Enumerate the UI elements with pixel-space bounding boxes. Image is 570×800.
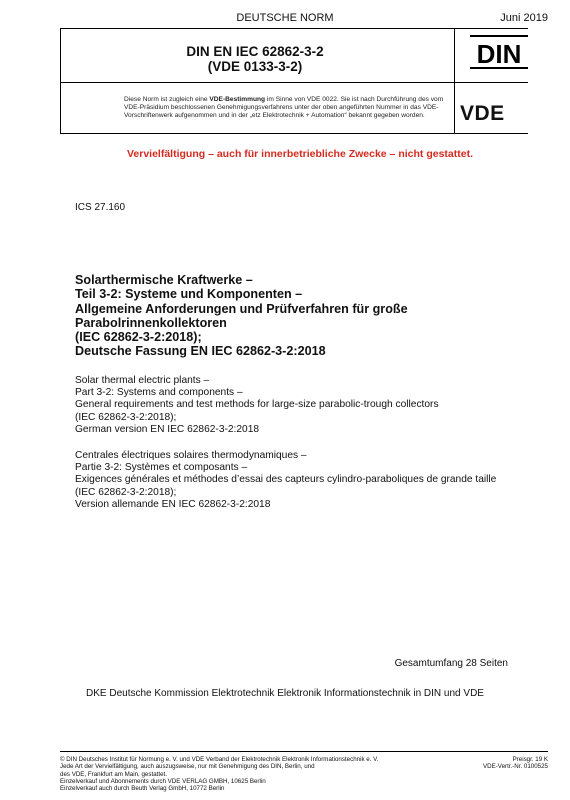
vde-notice-bold: VDE-Bestimmung bbox=[209, 96, 266, 103]
title-german-line: Parabolrinnenkollektoren bbox=[75, 315, 227, 330]
vde-logo: VDE bbox=[460, 102, 505, 125]
sales-line: Einzelverkauf und Abonnements durch VDE VERLAG GMBH, 10625 Berlin bbox=[60, 777, 266, 785]
title-german-line: Allgemeine Anforderungen und Prüfverfahren für große bbox=[75, 301, 408, 316]
title-german bbox=[75, 273, 515, 359]
total-pages: Gesamtumfang 28 Seiten bbox=[394, 658, 508, 669]
document-number-block bbox=[60, 44, 450, 74]
copyright-line: Jede Art der Vervielfältigung, auch auszugsweise, nur mit Genehmigung des DIN, Berlin, und bbox=[60, 763, 315, 771]
title-english-line: German version EN IEC 62862-3-2:2018 bbox=[75, 423, 260, 435]
vde-distribution-number: VDE-Vertr.-Nr. 0100525 bbox=[483, 763, 548, 771]
footer-rule bbox=[60, 751, 548, 752]
bottom-rule bbox=[60, 133, 528, 134]
vde-number: (VDE 0133-3-2) bbox=[207, 59, 303, 74]
copyright-line: des VDE, Frankfurt am Main, gestattet. bbox=[60, 770, 167, 778]
title-french-line: (IEC 62862-3-2:2018); bbox=[75, 486, 177, 498]
norm-type-label: DEUTSCHE NORM bbox=[236, 12, 334, 24]
price-info bbox=[483, 756, 548, 771]
document-number: DIN EN IEC 62862-3-2 bbox=[186, 44, 324, 59]
dke-commission: DKE Deutsche Kommission Elektrotechnik Elektronik Informationstechnik in DIN und VDE bbox=[86, 688, 484, 699]
copyright-notice bbox=[60, 756, 440, 792]
vde-notice-text-end: im Sinne von VDE 0022. Sie ist nach Durchführung des vom VDE-Präsidium beschlossenen Genehmigungsverfahrens unter der oben angeführten Nummer in das VDE-Vorschriftenwerk aufgenommen und in der „etz Elektrotechnik + Automation“ bekannt gegeben worden. bbox=[124, 96, 444, 120]
title-german-line: Solarthermische Kraftwerke – bbox=[75, 273, 253, 287]
title-german-line: Deutsche Fassung EN IEC 62862-3-2:2018 bbox=[75, 344, 326, 359]
top-rule bbox=[60, 28, 528, 29]
title-english-line: General requirements and test methods for large-size parabolic-trough collectors bbox=[75, 399, 439, 411]
reproduction-notice: Vervielfältigung – auch für innerbetriebliche Zwecke – nicht gestattet. bbox=[126, 148, 473, 160]
title-french-line: Version allemande EN IEC 62862-3-2:2018 bbox=[75, 498, 271, 510]
logo-divider-line bbox=[454, 28, 455, 134]
middle-rule bbox=[60, 82, 528, 83]
ics-code: ICS 27.160 bbox=[75, 202, 126, 213]
title-french bbox=[75, 450, 535, 511]
title-french-line: Centrales électriques solaires thermodynamiques – bbox=[75, 450, 307, 461]
title-english-line: Part 3-2: Systems and components – bbox=[75, 387, 243, 399]
title-german-line: (IEC 62862-3-2:2018); bbox=[75, 330, 202, 345]
title-english-line: Solar thermal electric plants – bbox=[75, 375, 210, 386]
publication-date: Juni 2019 bbox=[500, 12, 548, 24]
copyright-line: © DIN Deutsches Institut für Normung e. V. und VDE Verband der Elektrotechnik Elektronik Informationstechnik e. V. bbox=[60, 756, 379, 763]
title-french-line: Partie 3-2: Systèmes et composants – bbox=[75, 462, 248, 474]
price-group: Preisgr. 19 K bbox=[512, 756, 548, 763]
title-german-line: Teil 3-2: Systeme und Komponenten – bbox=[75, 287, 303, 302]
title-english bbox=[75, 375, 535, 436]
title-english-line: (IEC 62862-3-2:2018); bbox=[75, 411, 177, 423]
title-french-line: Exigences générales et méthodes d’essai des capteurs cylindro-paraboliques de grande taille bbox=[75, 474, 497, 486]
din-logo-text: DIN bbox=[476, 39, 522, 69]
sales-line: Einzelverkauf auch durch Beuth Verlag GmbH, 10772 Berlin bbox=[60, 785, 225, 793]
vde-notice-text-start: Diese Norm ist zugleich eine bbox=[124, 96, 210, 103]
vde-notice bbox=[124, 96, 452, 120]
din-logo bbox=[470, 35, 528, 69]
din-logo-graphic bbox=[470, 35, 528, 69]
